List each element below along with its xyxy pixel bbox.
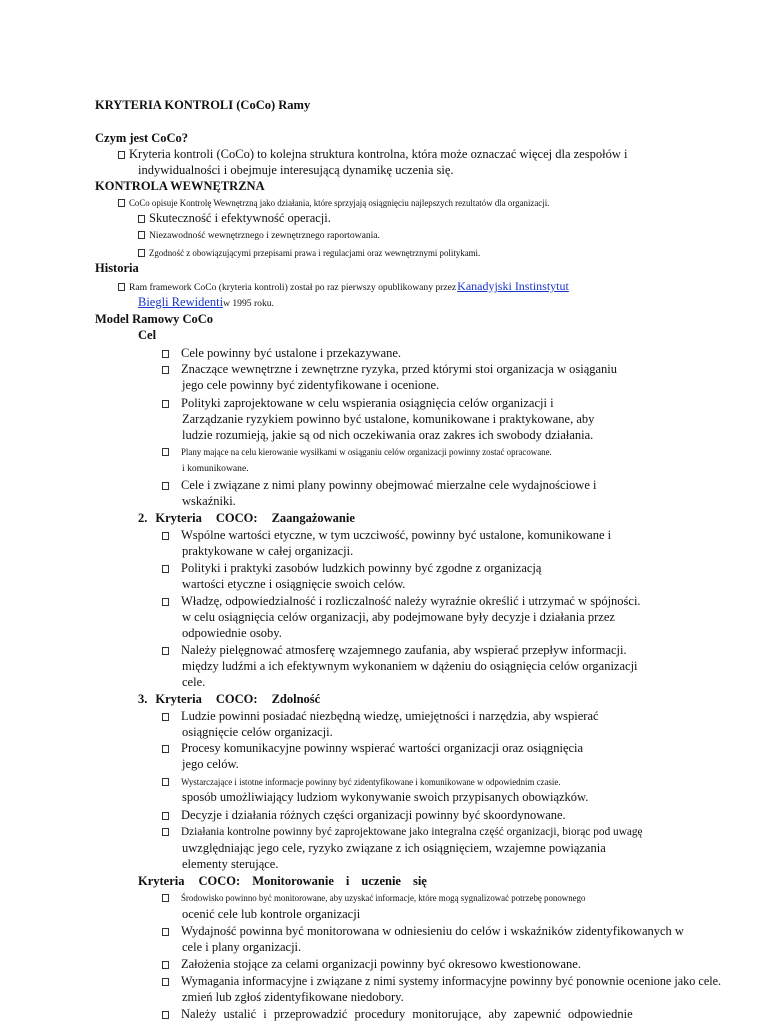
checkbox-bullet-icon (162, 532, 169, 540)
checkbox-bullet-icon (162, 713, 169, 721)
checkbox-bullet-icon (162, 565, 169, 573)
list-item-cont: wartości etyczne i osiągnięcie swoich celów. (182, 577, 406, 591)
list-item-cont: między ludźmi a ich efektywnym wykonaniem w dążeniu do osiągnięcia celów organizacji (182, 659, 638, 673)
checkbox-bullet-icon (162, 1011, 169, 1019)
heading-czym: Czym jest CoCo? (95, 131, 189, 145)
heading-historia: Historia (95, 261, 139, 275)
list-item: Ludzie powinni posiadać niezbędną wiedzę, umiejętności i narzędzia, aby wspierać (162, 709, 599, 724)
list-item: Działania kontrolne powinny być zaprojektowane jako integralna część organizacji, biorąc pod uwagę (162, 824, 643, 840)
list-item-cont: elementy sterujące. (182, 857, 279, 871)
document-title: KRYTERIA KONTROLI (CoCo) Ramy (95, 98, 311, 112)
list-item: Należy ustalić i przeprowadzić procedury monitorujące, aby zapewnić odpowiednie (162, 1007, 633, 1022)
list-item: Polityki zaprojektowane w celu wspierania osiągnięcia celów organizacji i (162, 396, 554, 411)
list-item: Zgodność z obowiązującymi przepisami prawa i regulacjami oraz wewnętrznymi politykami. (138, 246, 480, 261)
list-item: Ram framework CoCo (kryteria kontroli) został po raz pierwszy opublikowany przezKanadyjski Instinstytut (118, 279, 597, 295)
checkbox-bullet-icon (162, 778, 169, 786)
list-item-cont: wskaźniki. (182, 494, 236, 508)
checkbox-bullet-icon (162, 482, 169, 490)
list-item-cont: zmień lub zgłoś zidentyfikowane niedobory. (182, 990, 404, 1004)
list-item-cont: indywidualności i obejmuje interesującą dynamikę uczenia się. (138, 163, 454, 177)
checkbox-bullet-icon (162, 448, 169, 456)
list-item: Skuteczność i efektywność operacji. (138, 211, 331, 226)
list-item-cont: sposób umożliwiający ludziom wykonywanie swoich przypisanych obowiązków. (182, 790, 589, 804)
checkbox-bullet-icon (162, 828, 169, 836)
checkbox-bullet-icon (162, 745, 169, 753)
list-item-cont: uwzględniając jego cele, ryzyko związane z ich osiągnięciem, wzajemne powiązania (182, 841, 606, 855)
checkbox-bullet-icon (118, 199, 125, 207)
list-item-cont: jego celów. (182, 757, 239, 771)
checkbox-bullet-icon (162, 400, 169, 408)
list-item: Cele powinny być ustalone i przekazywane. (162, 346, 401, 361)
checkbox-bullet-icon (162, 598, 169, 606)
list-item: Niezawodność wewnętrznego i zewnętrznego raportowania. (138, 228, 380, 243)
list-item-cont: ocenić cele lub kontrole organizacji (182, 907, 361, 921)
list-item-cont: odpowiednie osoby. (182, 626, 282, 640)
list-item-cont: Biegli Rewidentiw 1995 roku. (138, 295, 274, 309)
checkbox-bullet-icon (138, 215, 145, 223)
checkbox-bullet-icon (162, 366, 169, 374)
checkbox-bullet-icon (162, 928, 169, 936)
checkbox-bullet-icon (162, 647, 169, 655)
list-item: Środowisko powinno być monitorowane, aby uzyskać informacje, które mogą sygnalizować potrzebę ponownego (162, 891, 585, 906)
section-heading-2: 2. Kryteria COCO: Zaangażowanie (138, 511, 355, 525)
section-heading-3: 3. Kryteria COCO: Zdolność (138, 692, 321, 706)
checkbox-bullet-icon (162, 961, 169, 969)
list-item: Wspólne wartości etyczne, w tym uczciwość, powinny być ustalone, komunikowane i (162, 528, 611, 543)
list-item: Założenia stojące za celami organizacji powinny być okresowo kwestionowane. (162, 957, 581, 972)
list-item: Plany mające na celu kierowanie wysiłkami w osiąganiu celów organizacji powinny zostać opracowane. (162, 445, 552, 460)
list-item-cont: cele. (182, 675, 206, 689)
list-item: CoCo opisuje Kontrolę Wewnętrzną jako działania, które sprzyjają osiągnięciu najlepszych rezultatów dla organizacji. (118, 196, 549, 211)
link-biegli[interactable]: Biegli Rewidenti (138, 295, 224, 309)
heading-kontrola: KONTROLA WEWNĘTRZNA (95, 179, 265, 193)
checkbox-bullet-icon (138, 249, 145, 257)
checkbox-bullet-icon (162, 894, 169, 902)
list-item: Należy pielęgnować atmosferę wzajemnego zaufania, aby wspierać przepływ informacji. (162, 643, 627, 658)
list-item-cont: cele i plany organizacji. (182, 940, 302, 954)
link-kanadyjski[interactable]: Kanadyjski Instinstytut (457, 279, 569, 293)
subheading-cel: Cel (138, 328, 157, 342)
heading-model: Model Ramowy CoCo (95, 312, 214, 326)
checkbox-bullet-icon (118, 151, 125, 159)
checkbox-bullet-icon (162, 812, 169, 820)
list-item: Polityki i praktyki zasobów ludzkich powinny być zgodne z organizacją (162, 561, 541, 576)
list-item-cont: osiągnięcie celów organizacji. (182, 725, 333, 739)
list-item-cont: ludzie rozumieją, jakie są od nich oczekiwania oraz zakres ich swobody działania. (182, 428, 594, 442)
list-item: Procesy komunikacyjne powinny wspierać wartości organizacji oraz osiągnięcia (162, 741, 583, 756)
list-item-cont: Zarządzanie ryzykiem powinno być ustalone, komunikowane i praktykowane, aby (182, 412, 595, 426)
list-item-cont: w celu osiągnięcia celów organizacji, aby podejmowane były decyzje i działania przez (182, 610, 615, 624)
list-item: Wystarczające i istotne informacje powinny być zidentyfikowane i komunikowane w odpowiednim czasie. (162, 775, 561, 790)
list-item: Władzę, odpowiedzialność i rozliczalność należy wyraźnie określić i utrzymać w spójności. (162, 594, 641, 609)
list-item: Kryteria kontroli (CoCo) to kolejna struktura kontrolna, która może oznaczać więcej dla zespołów i (118, 147, 627, 162)
list-item-cont: i komunikowane. (182, 463, 249, 474)
list-item: Decyzje i działania różnych części organizacji powinny być skoordynowane. (162, 808, 566, 823)
list-item: Cele i związane z nimi plany powinny obejmować mierzalne cele wydajnościowe i (162, 478, 596, 493)
checkbox-bullet-icon (162, 350, 169, 358)
list-item-cont: jego cele powinny być zidentyfikowane i ocenione. (182, 378, 440, 392)
list-item-cont: praktykowane w całej organizacji. (182, 544, 354, 558)
section-heading-4: Kryteria COCO: Monitorowanie i uczenie się (138, 874, 427, 888)
checkbox-bullet-icon (138, 231, 145, 239)
list-item: Wymagania informacyjne i związane z nimi systemy informacyjne powinny być ponownie ocenione jako cele. (162, 974, 721, 989)
checkbox-bullet-icon (118, 283, 125, 291)
checkbox-bullet-icon (162, 978, 169, 986)
list-item: Znaczące wewnętrzne i zewnętrzne ryzyka, przed którymi stoi organizacja w osiąganiu (162, 362, 617, 377)
list-item: Wydajność powinna być monitorowana w odniesieniu do celów i wskaźników zidentyfikowanych w (162, 924, 684, 939)
